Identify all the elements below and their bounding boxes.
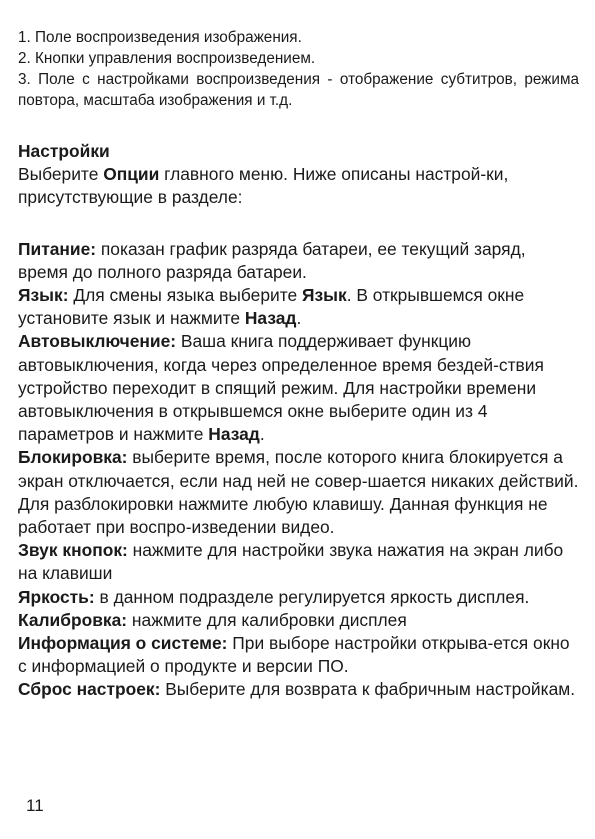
inline-bold: Назад <box>208 424 260 445</box>
legend-item-2: 2. Кнопки управления воспроизведением. <box>18 50 316 67</box>
setting-description: Для смены языка выберите <box>68 285 302 306</box>
inline-bold: Язык <box>301 285 347 306</box>
setting-term: Питание: <box>18 238 97 259</box>
setting-description: показан график разряда батареи, ее текущий заряд, время до полного разряда батареи. <box>18 238 526 282</box>
setting-description: выберите время, после которого книга блокируется а экран отключается, если над ней не совер-шается никаких действий. Для разблокировки нажмите любую клавишу. Данная функция не работает при воспро-изведении видео. <box>18 447 579 538</box>
setting-description: нажмите для калибровки дисплея <box>127 609 407 630</box>
screen-legend <box>18 27 579 111</box>
setting-autooff <box>18 330 579 446</box>
setting-description: нажмите для настройки звука нажатия на экран либо на клавиши <box>18 540 564 584</box>
setting-description: в данном подразделе регулируется яркость дисплея. <box>94 586 530 607</box>
setting-description: Ваша книга поддерживает функцию автовыключения, когда через определенное время бездей-ствия устройство переходит в спящий режим. Для настройки времени автовыключения в открывшемся окне выберите один из 4 параметров и нажмите <box>18 331 544 445</box>
manual-page <box>18 0 579 702</box>
setting-term: Калибровка: <box>18 609 128 630</box>
setting-description: . <box>259 424 265 445</box>
setting-term: Сброс настроек: <box>18 679 161 700</box>
setting-term: Язык: <box>18 285 69 306</box>
setting-language <box>18 284 579 330</box>
setting-power <box>18 238 579 284</box>
intro-text-rest: главного меню. Ниже описаны настрой-ки, присутствующие в разделе: <box>18 164 509 208</box>
setting-lock <box>18 446 579 539</box>
intro-options-term: Опции <box>103 164 160 185</box>
setting-description: . В открывшемся окне установите язык и нажмите <box>18 285 525 329</box>
legend-item-1: 1. Поле воспроизведения изображения. <box>18 29 302 46</box>
inline-bold: Назад <box>244 308 297 329</box>
setting-sysinfo <box>18 632 579 678</box>
setting-term: Звук кнопок: <box>18 540 128 561</box>
page-number: 11 <box>26 796 44 815</box>
setting-keysound <box>18 539 579 585</box>
setting-term: Информация о системе: <box>18 633 228 654</box>
setting-brightness <box>18 586 579 609</box>
setting-term: Яркость: <box>18 586 95 607</box>
setting-description: . <box>296 308 302 329</box>
setting-reset <box>18 678 579 701</box>
legend-item-3: 3. Поле с настройками воспроизведения - отображение субтитров, режима повтора, масштаба изображения и т.д. <box>18 71 579 109</box>
section-title: Настройки <box>18 141 110 161</box>
setting-calibration <box>18 609 579 632</box>
setting-term: Автовыключение: <box>18 331 177 352</box>
setting-term: Блокировка: <box>18 447 128 468</box>
section-intro <box>18 163 579 209</box>
intro-text: Выберите <box>18 164 104 185</box>
setting-description: Выберите для возврата к фабричным настройкам. <box>160 679 576 700</box>
setting-description: При выборе настройки открыва-ется окно с информацией о продукте и версии ПО. <box>18 633 570 677</box>
settings-section <box>18 140 579 702</box>
